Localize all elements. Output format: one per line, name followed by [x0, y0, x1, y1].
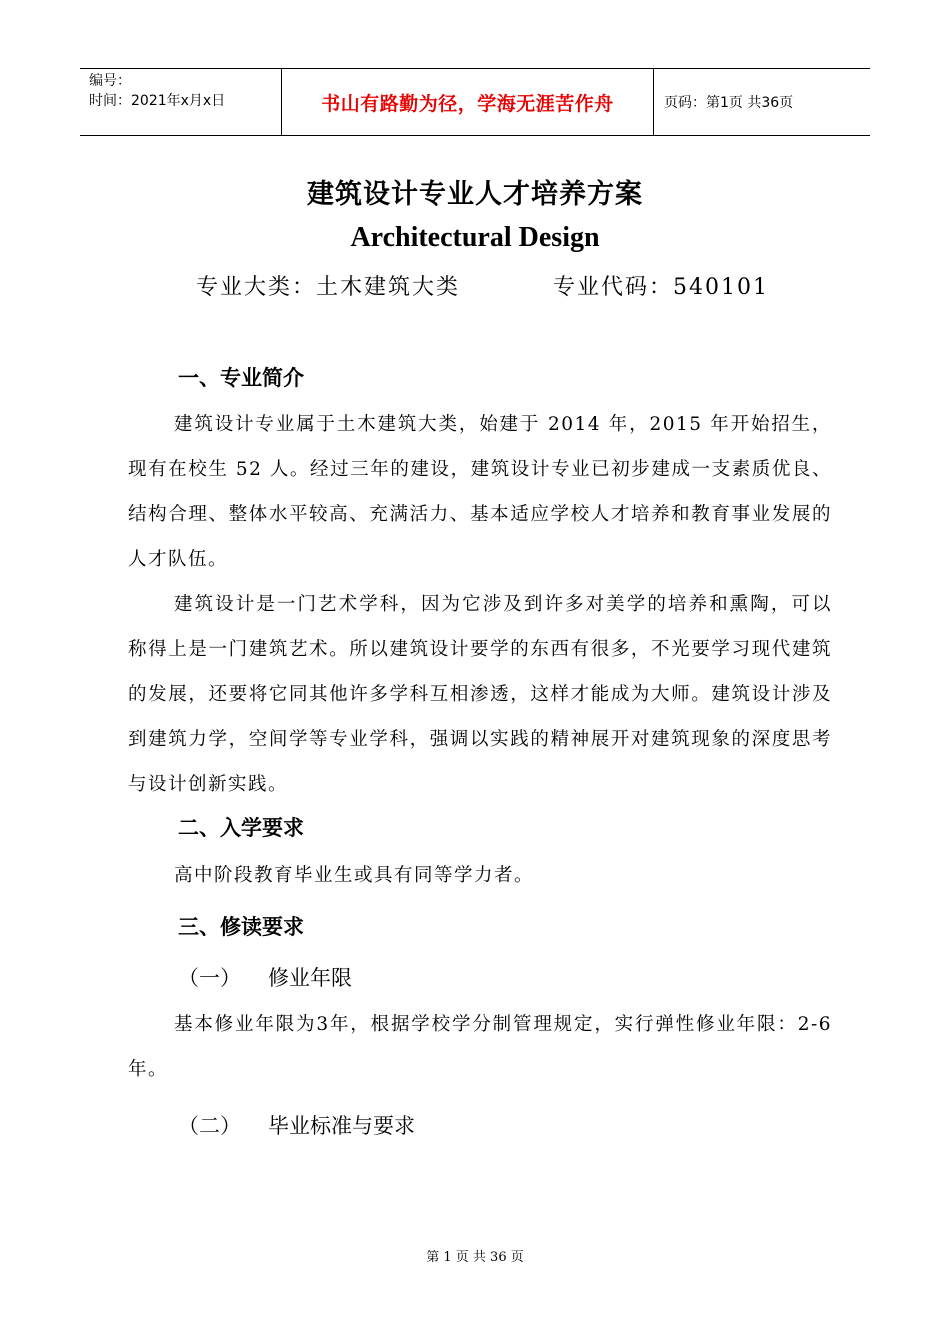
subsection-1-paragraph: 基本修业年限为3年，根据学校学分制管理规定，实行弹性修业年限：2-6年。 [128, 1014, 832, 1080]
motto: 书山有路勤为径，学海无涯苦作舟 [282, 69, 654, 135]
header-left-cell [80, 69, 282, 135]
subsection-2-number: （二） [178, 1114, 241, 1138]
document-header [80, 68, 870, 136]
section-2-heading: 二、入学要求 [178, 816, 304, 840]
page-info: 页码：第1页 共36页 [664, 95, 794, 111]
section-3-heading: 三、修读要求 [178, 915, 304, 939]
subsection-1-number: （一） [178, 966, 241, 990]
subsection-2-label: 毕业标准与要求 [268, 1114, 415, 1138]
section-1-paragraph-2: 建筑设计是一门艺术学科，因为它涉及到许多对美学的培养和熏陶，可以称得上是一门建筑艺术。所以建筑设计要学的东西有很多，不光要学习现代建筑的发展，还要将它同其他许多学科互相渗透，这样才能成为大师。建筑设计涉及到建筑力学，空间学等专业学科，强调以实践的精神展开对建筑现象的深度思考与设计创新实践。 [128, 594, 832, 795]
section-2-paragraph-1: 高中阶段教育毕业生或具有同等学力者。 [174, 865, 535, 886]
section-1-paragraph-1: 建筑设计专业属于土木建筑大类，始建于 2014 年，2015 年开始招生，现有在校生 52 人。经过三年的建设，建筑设计专业已初步建成一支素质优良、结构合理、整体水平较高、充满活力、基本适应学校人才培养和教育事业发展的人才队伍。 [128, 414, 832, 570]
subsection-1-heading [178, 962, 352, 992]
section-1-heading: 一、专业简介 [178, 366, 304, 390]
subsection-2-heading [178, 1110, 415, 1140]
time-label: 时间：2021年x月x日 [89, 93, 226, 109]
major-category: 专业大类：土木建筑大类 [196, 275, 461, 300]
document-title: 建筑设计专业人才培养方案 [307, 179, 643, 210]
page-footer: 第 1 页 共 36 页 [426, 1250, 524, 1265]
document-subtitle: Architectural Design [350, 222, 600, 253]
number-label: 编号： [89, 73, 131, 89]
major-code: 专业代码：540101 [553, 275, 769, 300]
subsection-1-label: 修业年限 [268, 966, 352, 990]
